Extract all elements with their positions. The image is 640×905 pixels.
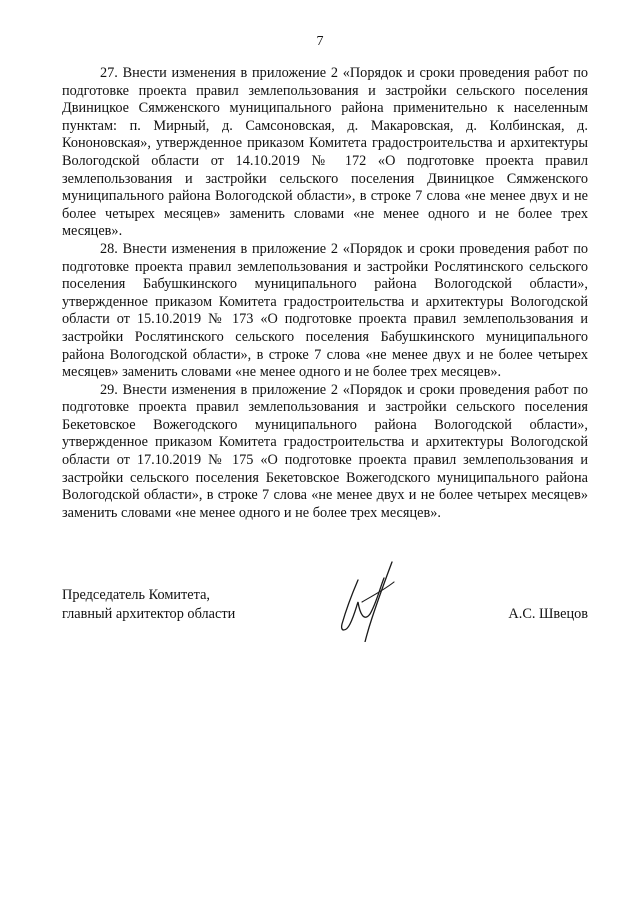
document-body — [62, 65, 588, 522]
paragraph-29: 29. Внести изменения в приложение 2 «Порядок и сроки проведения работ по подготовке проекта правил землепользования и застройки сельского поселения Бекетовское Вожегодского муниципального района Вологодской области», утвержденное приказом Комитета градостроительства и архитектуры Вологодской области от 17.10.2019 № 175 «О подготовке проекта правил землепользования и застройки сельского поселения Бекетовское Вожегодского муниципального района Вологодской области», в строке 7 слова «не менее двух и не более четырех месяцев» заменить словами «не менее одного и не более трех месяцев». — [62, 381, 588, 521]
signer-title-line-2: главный архитектор области — [62, 606, 236, 622]
signer-title-line-1: Председатель Комитета, — [62, 587, 210, 603]
paragraph-28: 28. Внести изменения в приложение 2 «Порядок и сроки проведения работ по подготовке проекта правил землепользования и застройки Рослятинского сельского поселения Бабушкинского муниципального района Вологодской области», утвержденное приказом Комитета градостроительства и архитектуры Вологодской области от 15.10.2019 № 173 «О подготовке проекта правил землепользования и застройки Рослятинского сельского поселения Бабушкинского муниципального района Вологодской области», в строке 7 слова «не менее двух и не более четырех месяцев» заменить словами «не менее одного и не более трех месяцев». — [62, 240, 588, 381]
page-number: 7 — [316, 34, 324, 49]
handwritten-signature — [332, 558, 402, 642]
signer-title — [62, 586, 235, 624]
paragraph-27: 27. Внести изменения в приложение 2 «Порядок и сроки проведения работ по подготовке проекта правил землепользования и застройки сельского поселения Двиницкое Сямженского муниципального района применительно к населенным пунктам: п. Мирный, д. Самсоновская, д. Макаровская, д. Колбинская, д. Кононовская», утвержденное приказом Комитета градостроительства и архитектуры Вологодской области от 14.10.2019 № 172 «О подготовке проекта правил землепользования и застройки сельского поселения Двиницкое Сямженского муниципального района Вологодской области», в строке 7 слова «не менее двух и не более четырех месяцев» заменить словами «не менее одного и не более трех месяцев». — [62, 65, 588, 240]
signer-name: А.С. Швецов — [508, 606, 588, 622]
signature-block — [62, 586, 588, 646]
